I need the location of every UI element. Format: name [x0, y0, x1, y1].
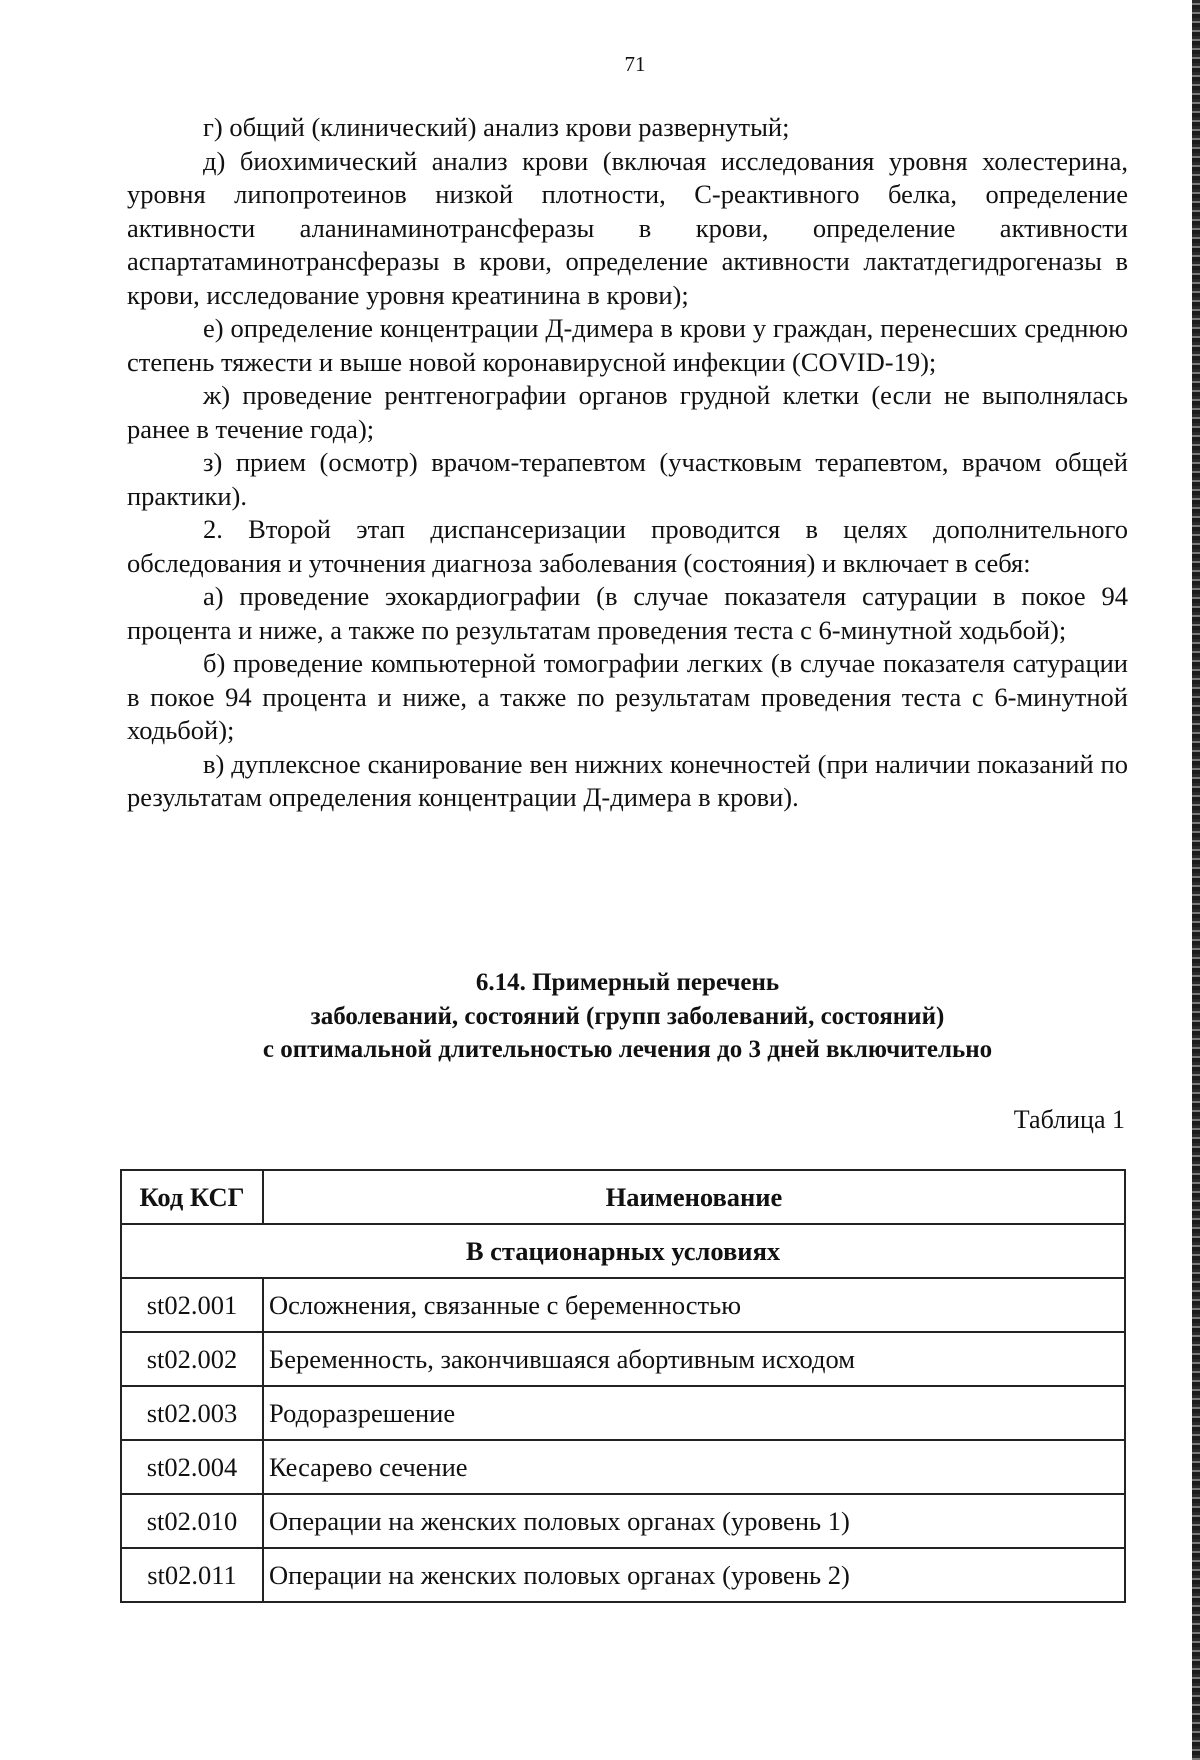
- section-heading-line-2: заболеваний, состояний (групп заболеваний, состояний): [310, 1002, 945, 1030]
- table-caption: Таблица 1: [1013, 1105, 1125, 1134]
- paragraph-second-stage: 2. Второй этап диспансеризации проводится в целях дополнительного обследования и уточнения диагноза заболевания (состояния) и включает в себя:: [127, 514, 1128, 578]
- ksg-code: st02.011: [121, 1548, 263, 1602]
- section-heading-line-1: 6.14. Примерный перечень: [475, 969, 780, 996]
- section-label: В стационарных условиях: [121, 1224, 1125, 1278]
- ksg-code: st02.001: [121, 1278, 263, 1332]
- body-text: [127, 111, 1128, 815]
- table-row: [121, 1278, 1125, 1332]
- section-heading: [127, 966, 1128, 1067]
- ksg-name: Беременность, закончившаяся абортивным исходом: [263, 1332, 1125, 1386]
- table-row: [121, 1440, 1125, 1494]
- ksg-table: [120, 1169, 1126, 1603]
- table-section-row: [121, 1224, 1125, 1278]
- ksg-name: Операции на женских половых органах (уровень 2): [263, 1548, 1125, 1602]
- paragraph-g: г) общий (клинический) анализ крови развернутый;: [203, 112, 790, 142]
- paragraph-b: б) проведение компьютерной томографии легких (в случае показателя сатурации в покое 94 процента и ниже, а также по результатам проведения теста с 6-минутной ходьбой);: [127, 648, 1128, 745]
- scan-edge: [1192, 0, 1200, 1760]
- paragraph-zh: ж) проведение рентгенографии органов грудной клетки (если не выполнялась ранее в течение года);: [127, 380, 1128, 444]
- table-row: [121, 1548, 1125, 1602]
- header-name: Наименование: [263, 1170, 1125, 1224]
- table-header-row: [121, 1170, 1125, 1224]
- ksg-code: st02.004: [121, 1440, 263, 1494]
- header-code: Код КСГ: [121, 1170, 263, 1224]
- paragraph-e: е) определение концентрации Д-димера в крови у граждан, перенесших среднюю степень тяжести и выше новой коронавирусной инфекции (COVID-19);: [127, 313, 1128, 377]
- paragraph-d: д) биохимический анализ крови (включая исследования уровня холестерина, уровня липопротеинов низкой плотности, С-реактивного белка, определение активности аланинаминотрансферазы в крови, определение активности аспартатаминотрансферазы в крови, определение активности лактатдегидрогеназы в крови, исследование уровня креатинина в крови);: [127, 145, 1128, 310]
- section-heading-line-3: с оптимальной длительностью лечения до 3 дней включительно: [262, 1036, 993, 1063]
- ksg-code: st02.002: [121, 1332, 263, 1386]
- page-number: 71: [624, 52, 646, 76]
- ksg-code: st02.010: [121, 1494, 263, 1548]
- ksg-name: Родоразрешение: [263, 1386, 1125, 1440]
- paragraph-a: а) проведение эхокардиографии (в случае показателя сатурации в покое 94 процента и ниже, а также по результатам проведения теста с 6-минутной ходьбой);: [127, 581, 1128, 645]
- ksg-name: Операции на женских половых органах (уровень 1): [263, 1494, 1125, 1548]
- ksg-code: st02.003: [121, 1386, 263, 1440]
- ksg-name: Осложнения, связанные с беременностью: [263, 1278, 1125, 1332]
- table-row: [121, 1332, 1125, 1386]
- paragraph-z: з) прием (осмотр) врачом-терапевтом (участковым терапевтом, врачом общей практики).: [127, 447, 1128, 511]
- paragraph-v: в) дуплексное сканирование вен нижних конечностей (при наличии показаний по результатам определения концентрации Д-димера в крови).: [127, 748, 1128, 812]
- table-row: [121, 1386, 1125, 1440]
- ksg-name: Кесарево сечение: [263, 1440, 1125, 1494]
- table-row: [121, 1494, 1125, 1548]
